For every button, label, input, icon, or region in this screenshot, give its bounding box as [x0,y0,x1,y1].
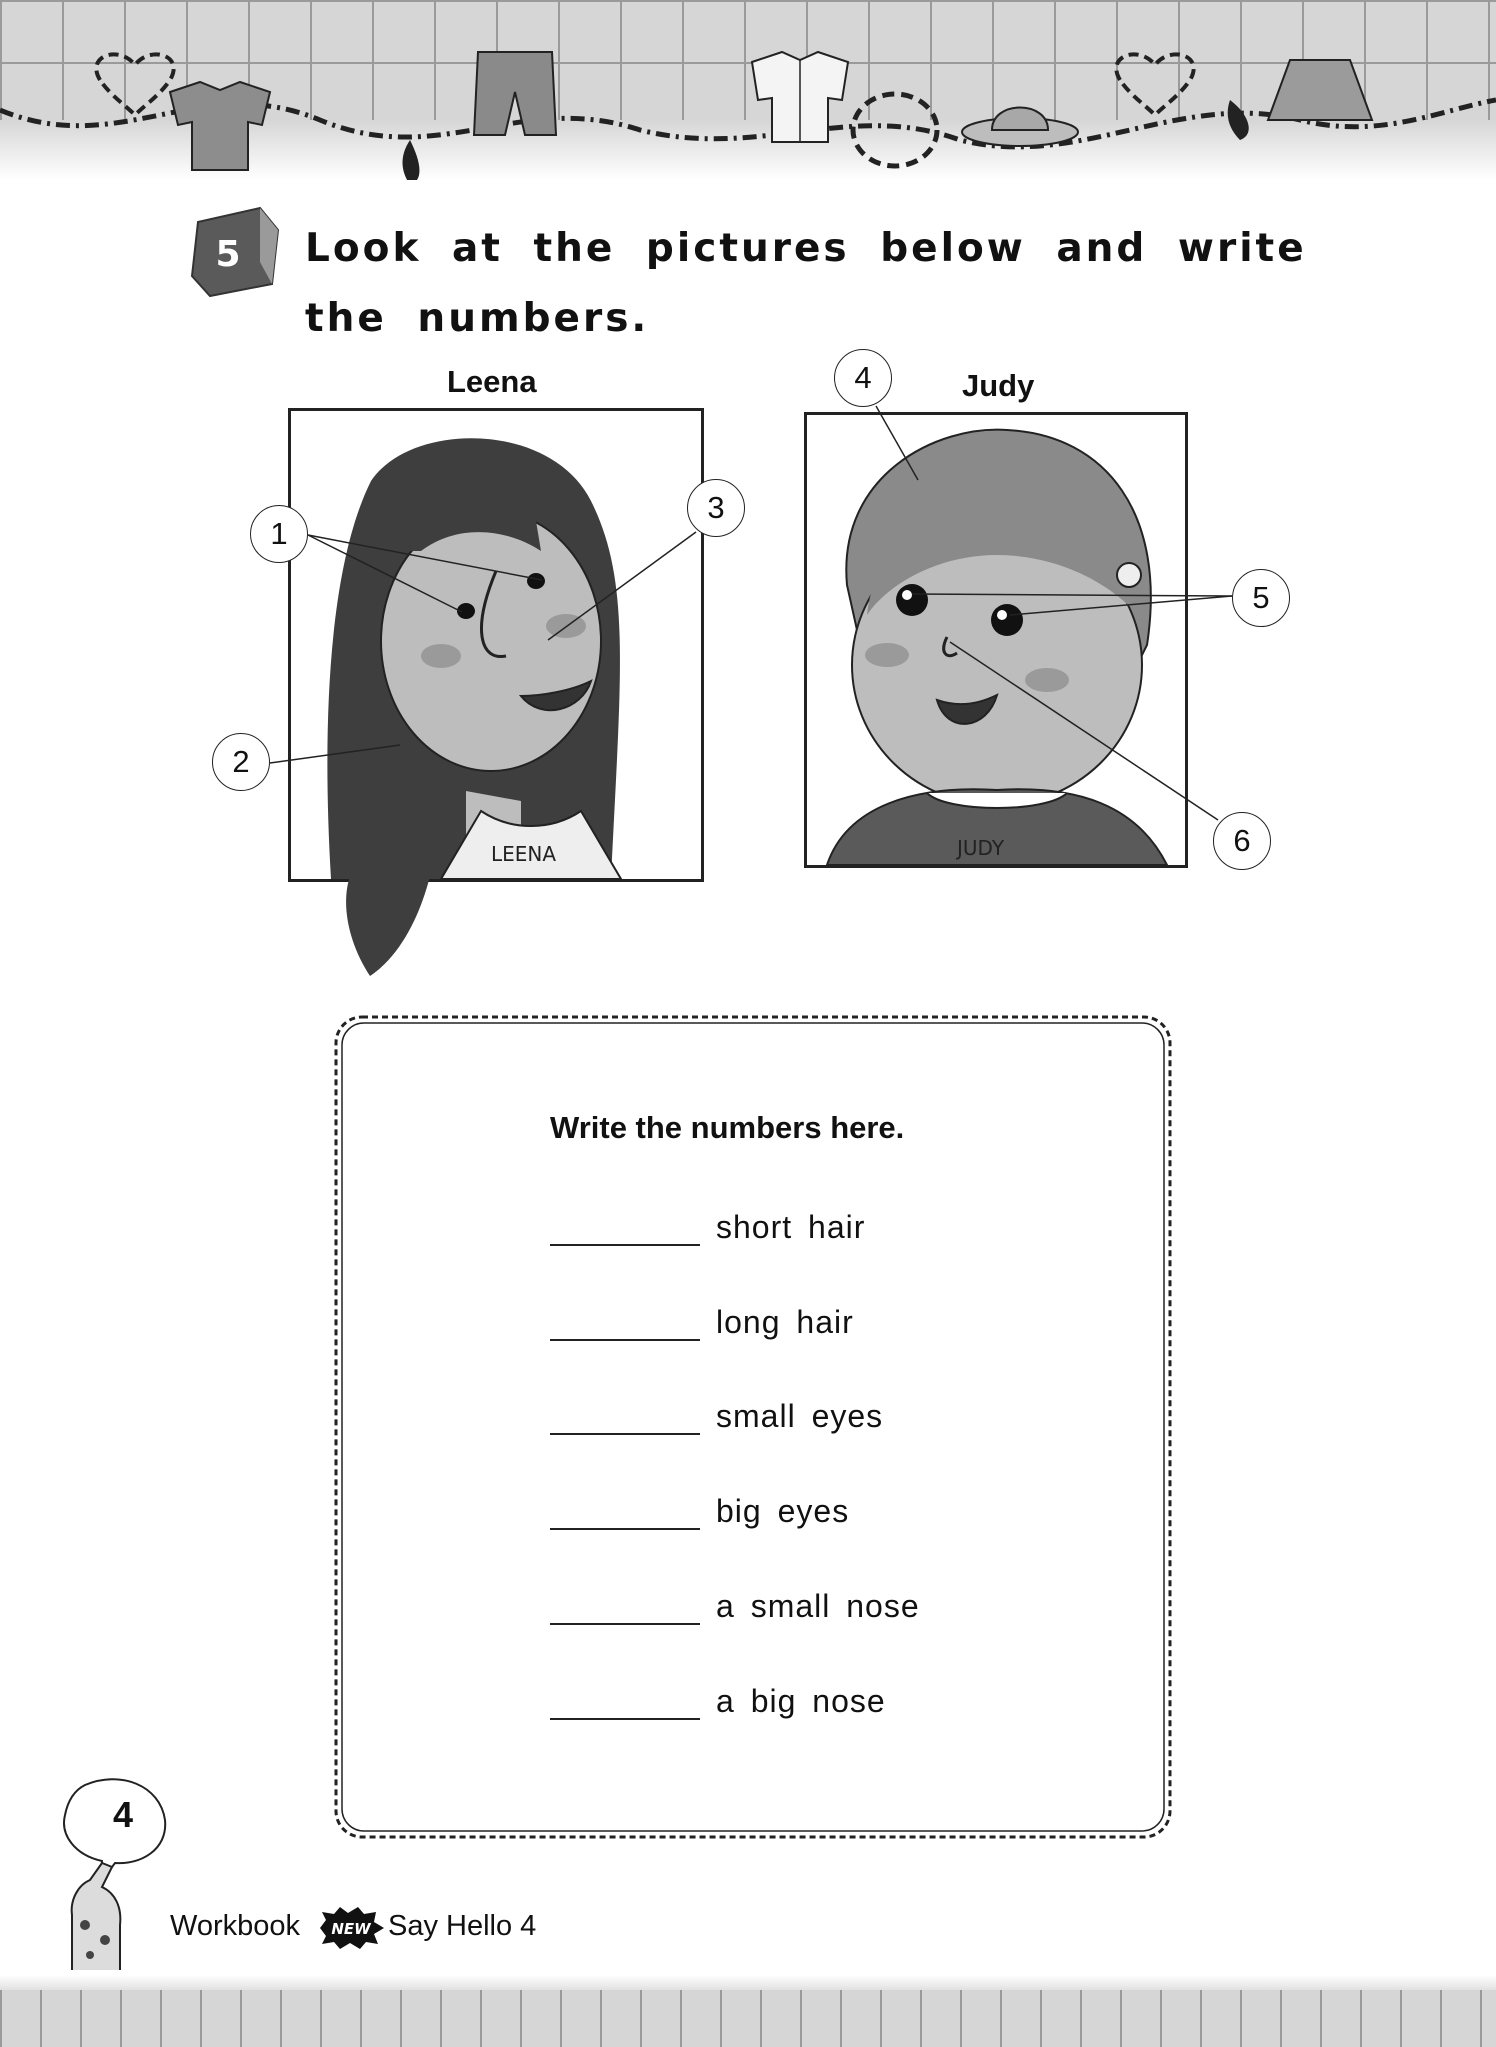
judy-label: Judy [962,368,1035,403]
answer-item-label: a small nose [716,1588,920,1624]
answer-item-label: a big nose [716,1683,886,1719]
bottom-strip [0,1990,1496,2047]
answer-box-heading: Write the numbers here. [550,1110,905,1145]
answer-blank[interactable] [550,1684,700,1720]
answer-item-label: big eyes [716,1493,850,1529]
answer-blank[interactable] [550,1305,700,1341]
callout-4: 4 [834,349,892,407]
answer-item-label: short hair [716,1209,866,1245]
callout-5: 5 [1232,569,1290,627]
leena-shirt-text: LEENA [491,842,557,866]
callout-2: 2 [212,733,270,791]
answer-blank[interactable] [550,1589,700,1625]
callout-3: 3 [687,479,745,537]
new-badge-icon [316,1906,386,1950]
giraffe-icon [30,1775,180,1985]
leena-label: Leena [447,364,537,399]
footer-book-prefix: Workbook [170,1910,301,1942]
answer-row [550,1291,854,1341]
answer-blank[interactable] [550,1210,700,1246]
answer-row [550,1196,865,1246]
answer-row [550,1385,883,1435]
judy-shirt-text: JUDY [957,836,1005,860]
page-number: 4 [113,1794,134,1835]
answer-item-label: long hair [716,1304,854,1340]
answer-blank[interactable] [550,1399,700,1435]
answer-item-label: small eyes [716,1398,884,1434]
answer-row [550,1480,849,1530]
callout-leader-lines [0,0,1496,1000]
callout-1: 1 [250,505,308,563]
new-badge-text: NEW [331,1920,371,1938]
answer-row [550,1670,886,1720]
callout-6: 6 [1213,812,1271,870]
exercise-number: 5 [215,234,241,275]
answer-blank[interactable] [550,1494,700,1530]
footer-book-title: Say Hello 4 [388,1910,537,1942]
instruction-text: Look at the pictures below and write the numbers. [305,226,1307,341]
answer-row [550,1575,920,1625]
